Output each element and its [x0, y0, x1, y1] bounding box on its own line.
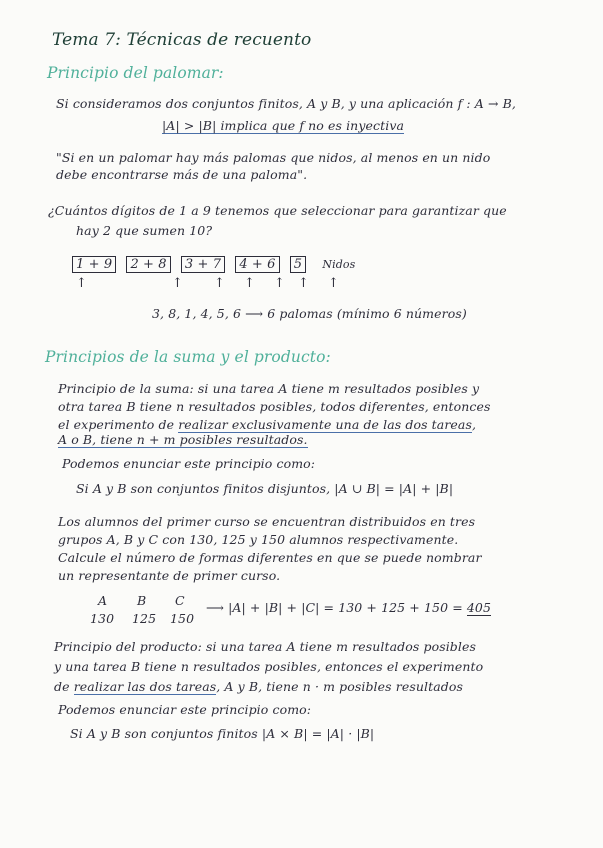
- exercise-line-1: ¿Cuántos dígitos de 1 a 9 tenemos que seleccionar para garantizar que: [48, 203, 507, 218]
- group-value-b: 125: [132, 611, 157, 626]
- quote-line-1: "Si en un palomar hay más palomas que nidos, al menos en un nido: [56, 150, 491, 165]
- sum-line-4: A o B, tiene n + m posibles resultados.: [58, 432, 308, 447]
- quote-line-2: debe encontrarse más de una paloma".: [56, 167, 308, 182]
- arrow-up-icon: ↑: [298, 276, 309, 291]
- group-label-a: A: [98, 593, 108, 608]
- sum-exclusive-underline: realizar exclusivamente una de las dos tareas: [178, 417, 472, 432]
- sum-result: 405: [466, 600, 492, 615]
- group-label-b: B: [137, 593, 147, 608]
- page-title: Tema 7: Técnicas de recuento: [52, 30, 312, 50]
- product-line-3: de realizar las dos tareas, A y B, tiene n · m posibles resultados: [54, 679, 463, 694]
- product-enunciate: Podemos enunciar este principio como:: [58, 702, 312, 717]
- example-line-4: un representante de primer curso.: [58, 568, 281, 583]
- product-line-1: Principio del producto: si una tarea A tiene m resultados posibles: [54, 639, 477, 654]
- heading-sum-product: Principios de la suma y el producto:: [45, 348, 331, 366]
- sum-line-2: otra tarea B tiene n resultados posibles, todos diferentes, entonces: [58, 399, 491, 414]
- arrow-up-icon: ↑: [172, 276, 183, 291]
- product-formula: Si A y B son conjuntos finitos |A × B| = |A| · |B|: [70, 726, 375, 741]
- arrow-up-icon: ↑: [244, 276, 255, 291]
- arrow-up-icon: ↑: [214, 276, 225, 291]
- product-both-underline: realizar las dos tareas: [73, 679, 217, 694]
- nido-box-3: 3 + 7: [181, 256, 225, 273]
- example-line-2: grupos A, B y C con 130, 125 y 150 alumnos respectivamente.: [58, 532, 459, 547]
- sum-line-1: Principio de la suma: si una tarea A tiene m resultados posibles y: [58, 381, 480, 396]
- example-line-1: Los alumnos del primer curso se encuentran distribuidos en tres: [58, 514, 476, 529]
- heading-pigeonhole: Principio del palomar:: [47, 64, 224, 82]
- pigeonhole-line-1: Si consideramos dos conjuntos finitos, A y B, y una aplicación f : A → B,: [56, 96, 516, 111]
- nidos-label: Nidos: [322, 258, 356, 271]
- arrow-up-icon: ↑: [76, 276, 87, 291]
- pigeonhole-line-2: |A| > |B| implica que f no es inyectiva: [162, 118, 405, 133]
- group-value-c: 150: [170, 611, 195, 626]
- example-line-3: Calcule el número de formas diferentes en que se puede nombrar: [58, 550, 482, 565]
- nido-box-4: 4 + 6: [235, 256, 279, 273]
- nidos-row: [72, 256, 355, 273]
- sum-calculation: ⟶ |A| + |B| + |C| = 130 + 125 + 150 = 405: [206, 600, 492, 615]
- exercise-line-2: hay 2 que sumen 10?: [76, 223, 213, 238]
- sum-enunciate: Podemos enunciar este principio como:: [62, 456, 316, 471]
- nido-box-1: 1 + 9: [72, 256, 116, 273]
- pigeonhole-answer: 3, 8, 1, 4, 5, 6 ⟶ 6 palomas (mínimo 6 números): [152, 306, 467, 321]
- sum-line-3: el experimento de realizar exclusivamente una de las dos tareas,: [58, 417, 477, 432]
- nido-box-5: 5: [290, 256, 306, 273]
- arrow-up-icon: ↑: [328, 276, 339, 291]
- group-value-a: 130: [90, 611, 115, 626]
- sum-formula: Si A y B son conjuntos finitos disjuntos, |A ∪ B| = |A| + |B|: [76, 481, 454, 496]
- nido-box-2: 2 + 8: [126, 256, 170, 273]
- arrow-up-icon: ↑: [274, 276, 285, 291]
- group-label-c: C: [175, 593, 185, 608]
- product-line-2: y una tarea B tiene n resultados posibles, entonces el experimento: [54, 659, 484, 674]
